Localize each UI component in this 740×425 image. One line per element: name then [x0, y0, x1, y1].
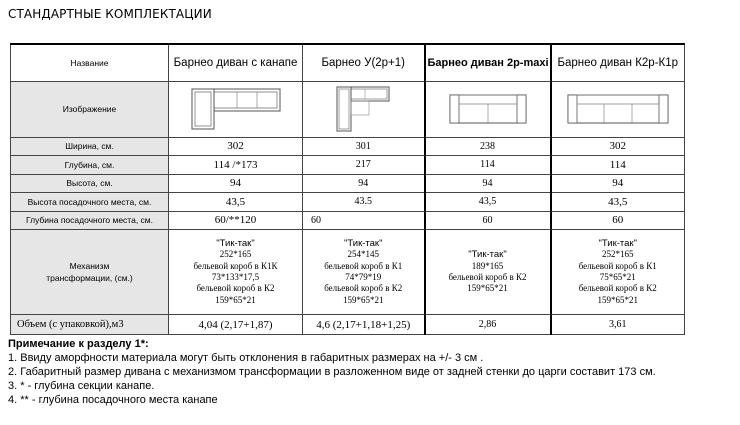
depth-value: 217: [303, 156, 425, 175]
header-label: Название: [11, 44, 169, 81]
header-row: [11, 44, 685, 81]
height-value: 94: [425, 174, 551, 193]
long-sofa-icon: [566, 93, 670, 125]
height-label: Высота, см.: [11, 174, 169, 193]
corner-sofa-icon: [190, 87, 282, 131]
volume-label: Объем (с упаковкой),м3: [11, 315, 169, 335]
seat-depth-row: [11, 211, 685, 230]
mechanism-label: Механизм трансформации, (см.): [11, 230, 169, 315]
volume-value: 4,6 (2,17+1,18+1,25): [303, 315, 425, 335]
seat-height-value: 43,5: [551, 193, 685, 212]
seat-height-label: Высота посадочного места, см.: [11, 193, 169, 212]
spec-table: [10, 43, 685, 335]
depth-label: Глубина, см.: [11, 156, 169, 175]
height-value: 94: [169, 174, 303, 193]
sofa-drawing-2: [303, 81, 425, 137]
notes-section: [8, 337, 656, 407]
seat-height-value: 43.5: [303, 193, 425, 212]
mechanism-value: "Тик-так" 252*165 бельевой короб в К1К 73*133*17,5 бельевой короб в К2 159*65*21: [169, 230, 303, 315]
width-value: 238: [425, 137, 551, 156]
width-row: [11, 137, 685, 156]
height-value: 94: [551, 174, 685, 193]
note-item: 2. Габаритный размер дивана с механизмом трансформации в разложенном виде от задней стенки до царги составит 173 см.: [8, 366, 656, 378]
depth-value: 114: [425, 156, 551, 175]
model-name-4: Барнео диван К2р-К1р: [551, 44, 685, 81]
width-value: 301: [303, 137, 425, 156]
seat-depth-label: Глубина посадочного места, см.: [11, 211, 169, 230]
height-value: 94: [303, 174, 425, 193]
volume-value: 3,61: [551, 315, 685, 335]
depth-row: [11, 156, 685, 175]
seat-height-row: [11, 193, 685, 212]
width-value: 302: [551, 137, 685, 156]
seat-depth-value: 60/**120: [169, 211, 303, 230]
seat-depth-value: 60: [303, 211, 425, 230]
seat-depth-value: 60: [551, 211, 685, 230]
note-item: 3. * - глубина секции канапе.: [8, 380, 155, 392]
seat-height-value: 43,5: [169, 193, 303, 212]
sofa-drawing-3: [425, 81, 551, 137]
model-name-3: Барнео диван 2р-maxi: [425, 44, 551, 81]
straight-sofa-icon: [448, 93, 528, 125]
sofa-drawing-1: [169, 81, 303, 137]
volume-value: 4,04 (2,17+1,87): [169, 315, 303, 335]
seat-height-value: 43,5: [425, 193, 551, 212]
u-sofa-icon: [335, 85, 391, 133]
volume-value: 2,86: [425, 315, 551, 335]
model-name-2: Барнео У(2р+1): [303, 44, 425, 81]
width-label: Ширина, см.: [11, 137, 169, 156]
notes-heading: Примечание к разделу 1*:: [8, 338, 149, 350]
mechanism-value: "Тик-так" 252*165 бельевой короб в К1 75*65*21 бельевой короб в К2 159*65*21: [551, 230, 685, 315]
model-name-1: Барнео диван с канапе: [169, 44, 303, 81]
page-title: СТАНДАРТНЫЕ КОМПЛЕКТАЦИИ: [8, 7, 212, 21]
image-label: Изображение: [11, 81, 169, 137]
depth-value: 114: [551, 156, 685, 175]
image-row: [11, 81, 685, 137]
mechanism-value: "Тик-так" 254*145 бельевой короб в К1 74*79*19 бельевой короб в К2 159*65*21: [303, 230, 425, 315]
seat-depth-value: 60: [425, 211, 551, 230]
mechanism-row: [11, 230, 685, 315]
sofa-drawing-4: [551, 81, 685, 137]
volume-row: [11, 315, 685, 335]
depth-value: 114 /*173: [169, 156, 303, 175]
height-row: [11, 174, 685, 193]
mechanism-value: "Тик-так" 189*165 бельевой короб в К2 159*65*21: [425, 230, 551, 315]
width-value: 302: [169, 137, 303, 156]
note-item: 1. Ввиду аморфности материала могут быть отклонения в габаритных размерах на +/- 3 см .: [8, 352, 484, 364]
note-item: 4. ** - глубина посадочного места канапе: [8, 394, 218, 406]
